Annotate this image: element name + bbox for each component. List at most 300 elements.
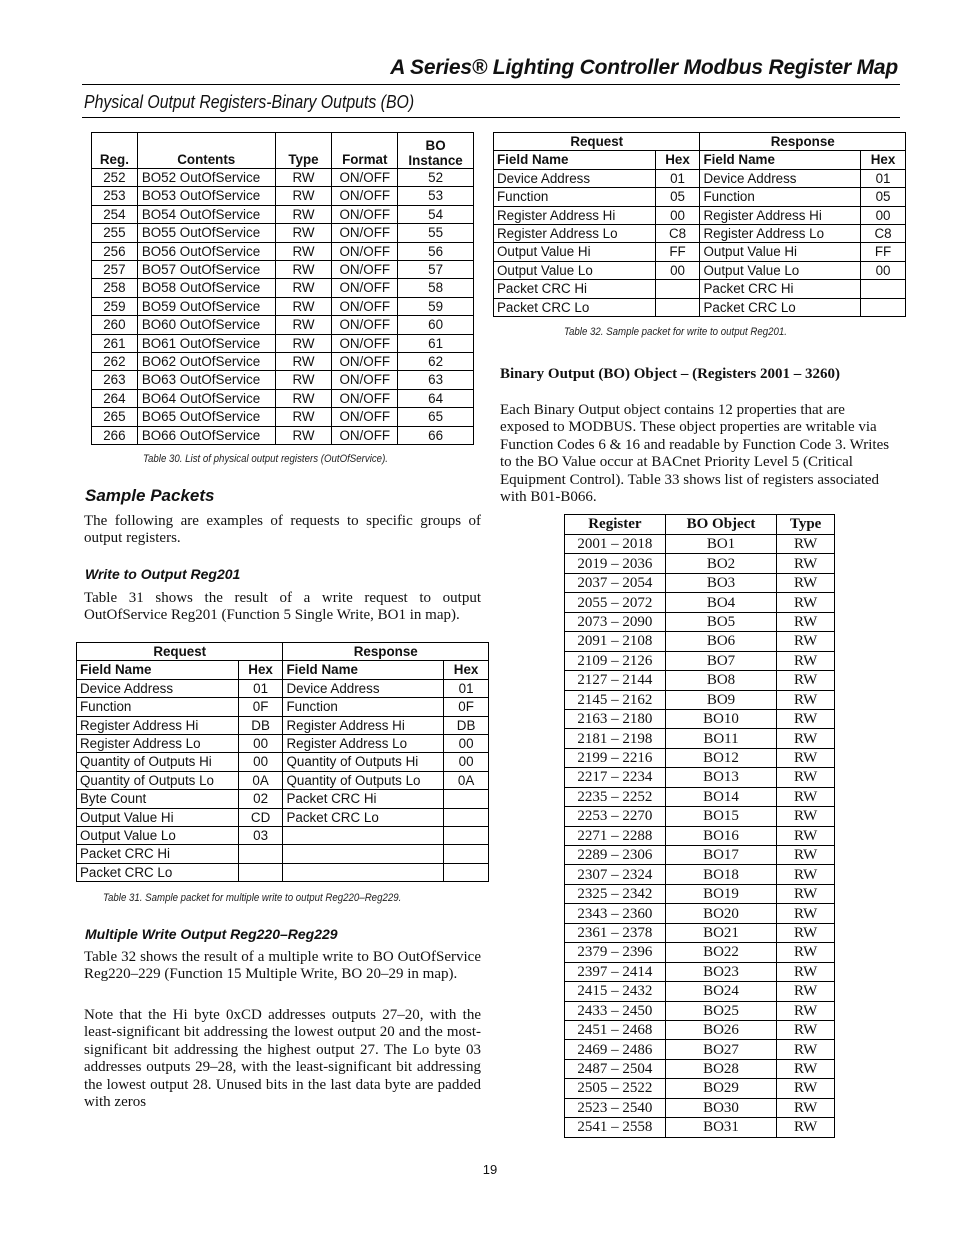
table-row (494, 206, 906, 224)
table-row (77, 771, 489, 789)
table-cell: 2523 – 2540 (565, 1098, 666, 1117)
request-header: Request (77, 643, 283, 661)
request-header: Request (494, 133, 700, 151)
table-cell: BO8 (665, 671, 777, 690)
table-cell: RW (777, 846, 835, 865)
col-header-field-name: Field Name (77, 661, 239, 679)
table-cell: 2055 – 2072 (565, 593, 666, 612)
response-header: Response (700, 133, 906, 151)
table-row (92, 279, 474, 297)
table-row (77, 716, 489, 734)
table-cell (283, 863, 444, 881)
table-cell: Register Address Hi (77, 716, 239, 734)
table-cell: BO15 (665, 807, 777, 826)
table-cell: RW (275, 389, 332, 407)
table-cell: BO31 (665, 1118, 777, 1137)
table-cell: 01 (444, 679, 489, 697)
table-cell: C8 (861, 225, 906, 243)
table-cell: C8 (655, 225, 700, 243)
table-cell: 00 (238, 735, 283, 753)
table-row (565, 671, 835, 690)
table-row (565, 612, 835, 631)
table-row (565, 1098, 835, 1117)
table-cell: Packet CRC Lo (700, 298, 861, 316)
table-cell: RW (777, 573, 835, 592)
table-cell: Packet CRC Lo (494, 298, 656, 316)
table-cell: 64 (398, 389, 474, 407)
table-row (92, 205, 474, 223)
table-cell: 00 (655, 261, 700, 279)
table-cell: RW (275, 371, 332, 389)
table-cell (444, 845, 489, 863)
table-row (565, 943, 835, 962)
table-cell: ON/OFF (332, 261, 398, 279)
table-cell: RW (275, 224, 332, 242)
table-cell: ON/OFF (332, 187, 398, 205)
table-cell (444, 808, 489, 826)
table-row (565, 1020, 835, 1039)
table-cell: 252 (92, 169, 138, 187)
table-cell: 254 (92, 205, 138, 223)
table-cell: 255 (92, 224, 138, 242)
table-cell: BO57 OutOfService (137, 261, 275, 279)
table-header-row (494, 151, 906, 169)
table-row (565, 690, 835, 709)
table-cell: BO6 (665, 632, 777, 651)
table-cell: BO20 (665, 904, 777, 923)
table-cell: 2145 – 2162 (565, 690, 666, 709)
table-row (92, 261, 474, 279)
table-cell: BO3 (665, 573, 777, 592)
table-row (565, 768, 835, 787)
section-subtitle: Physical Output Registers-Binary Outputs (BO) (84, 92, 415, 112)
table-cell: DB (444, 716, 489, 734)
col-header-hex: Hex (655, 151, 700, 169)
table-cell: 266 (92, 426, 138, 444)
table-row (92, 371, 474, 389)
table-31-multiple-write-packet (76, 642, 489, 882)
table-cell: RW (275, 353, 332, 371)
table-cell: 61 (398, 334, 474, 352)
table-row (494, 169, 906, 187)
table-cell: 52 (398, 169, 474, 187)
table-cell: 01 (655, 169, 700, 187)
table-31-caption: Table 31. Sample packet for multiple write to output Reg220–Reg229. (103, 892, 402, 904)
table-cell (238, 845, 283, 863)
col-header-format: Format (332, 133, 398, 169)
table-cell: BO54 OutOfService (137, 205, 275, 223)
table-cell: DB (238, 716, 283, 734)
table-cell: 2361 – 2378 (565, 923, 666, 942)
table-cell: BO9 (665, 690, 777, 709)
table-cell: ON/OFF (332, 297, 398, 315)
table-cell: RW (275, 408, 332, 426)
col-header-hex: Hex (861, 151, 906, 169)
table-cell: Device Address (77, 679, 239, 697)
table-cell: RW (275, 261, 332, 279)
table-cell: ON/OFF (332, 371, 398, 389)
subtitle-divider (82, 117, 900, 118)
table-cell (655, 298, 700, 316)
table-cell: 259 (92, 297, 138, 315)
table-cell: 2343 – 2360 (565, 904, 666, 923)
table-cell: 65 (398, 408, 474, 426)
table-cell: Output Value Hi (494, 243, 656, 261)
table-cell: 2073 – 2090 (565, 612, 666, 631)
col-header-field-name: Field Name (700, 151, 861, 169)
table-cell: 2325 – 2342 (565, 884, 666, 903)
table-cell: Quantity of Outputs Lo (283, 771, 444, 789)
table-cell: BO1 (665, 535, 777, 554)
table-cell: BO59 OutOfService (137, 297, 275, 315)
table-cell: Device Address (700, 169, 861, 187)
bo-object-text: Each Binary Output object contains 12 properties that are exposed to MODBUS. These object properties are writable via Function Codes 6 & 16 and readable by Function Code 3. Writes to the BO Value occur at BACnet Priority Level 5 (Critical Equipment Control). Table 33 shows list of registers associated with B01-B066. (500, 402, 890, 506)
table-cell: 02 (238, 790, 283, 808)
table-cell: 257 (92, 261, 138, 279)
table-cell: BO52 OutOfService (137, 169, 275, 187)
table-cell: RW (777, 904, 835, 923)
table-row (77, 735, 489, 753)
write-reg201-text: Table 31 shows the result of a write request to output OutOfService Reg201 (Function 5 Single Write, BO1 in map). (84, 590, 481, 624)
table-cell: 2307 – 2324 (565, 865, 666, 884)
table-row (565, 826, 835, 845)
table-cell: 58 (398, 279, 474, 297)
multi-write-text-2: Note that the Hi byte 0xCD addresses outputs 27–20, with the least-significant bit addressing the lowest output 20 and the most-significant bit addressing the highest output 27. The Lo byte 03 addresses outputs 29–28, with the least-significant bit addressing the lowest output 28. Unused bits in the last data byte are padded with zeros (84, 1007, 481, 1111)
table-cell: 2505 – 2522 (565, 1079, 666, 1098)
table-cell: 2271 – 2288 (565, 826, 666, 845)
table-cell: BO13 (665, 768, 777, 787)
table-33-bo-object-registers (564, 514, 835, 1138)
table-cell: Packet CRC Hi (77, 845, 239, 863)
table-cell: RW (777, 1001, 835, 1020)
table-row (92, 297, 474, 315)
table-row (565, 846, 835, 865)
table-cell: RW (777, 943, 835, 962)
table-cell: RW (777, 709, 835, 728)
col-header-register: Register (565, 515, 666, 535)
table-cell: 265 (92, 408, 138, 426)
table-cell: BO10 (665, 709, 777, 728)
table-cell: 00 (444, 753, 489, 771)
table-32-caption: Table 32. Sample packet for write to output Reg201. (564, 326, 787, 338)
table-cell: Function (77, 698, 239, 716)
table-cell: BO12 (665, 748, 777, 767)
table-cell: 60 (398, 316, 474, 334)
table-row (77, 698, 489, 716)
table-cell: Function (494, 188, 656, 206)
table-cell: Register Address Lo (494, 225, 656, 243)
table-cell: 2487 – 2504 (565, 1059, 666, 1078)
table-cell: 2127 – 2144 (565, 671, 666, 690)
table-cell (861, 298, 906, 316)
sample-packets-intro: The following are examples of requests to specific groups of output registers. (84, 513, 481, 547)
table-cell: BO53 OutOfService (137, 187, 275, 205)
table-cell: 2037 – 2054 (565, 573, 666, 592)
table-cell: 2289 – 2306 (565, 846, 666, 865)
table-row (565, 982, 835, 1001)
table-30-caption: Table 30. List of physical output registers (OutOfService). (143, 453, 388, 465)
page-title: A Series® Lighting Controller Modbus Register Map (390, 56, 898, 79)
table-cell: 00 (861, 206, 906, 224)
table-cell: BO21 (665, 923, 777, 942)
multi-write-heading: Multiple Write Output Reg220–Reg229 (85, 926, 338, 942)
table-cell: RW (777, 632, 835, 651)
table-cell: Packet CRC Hi (494, 280, 656, 298)
table-cell (444, 863, 489, 881)
table-cell: RW (777, 748, 835, 767)
table-cell: ON/OFF (332, 242, 398, 260)
table-row (92, 408, 474, 426)
table-cell: 55 (398, 224, 474, 242)
table-row (494, 243, 906, 261)
table-cell: BO24 (665, 982, 777, 1001)
table-row (92, 187, 474, 205)
table-cell: 2469 – 2486 (565, 1040, 666, 1059)
table-cell: RW (777, 535, 835, 554)
table-row (77, 753, 489, 771)
col-header-bo-instance: BO Instance (398, 133, 474, 169)
table-row (77, 863, 489, 881)
table-cell: BO29 (665, 1079, 777, 1098)
table-row (565, 593, 835, 612)
table-cell: Output Value Hi (77, 808, 239, 826)
table-cell: Packet CRC Hi (700, 280, 861, 298)
table-cell: RW (777, 690, 835, 709)
table-header-row (92, 133, 474, 169)
table-cell: BO62 OutOfService (137, 353, 275, 371)
table-cell: RW (777, 671, 835, 690)
table-row (565, 651, 835, 670)
table-cell: BO26 (665, 1020, 777, 1039)
table-cell: BO55 OutOfService (137, 224, 275, 242)
table-cell: RW (275, 205, 332, 223)
table-cell: BO5 (665, 612, 777, 631)
table-cell: RW (777, 1118, 835, 1137)
table-row (92, 169, 474, 187)
table-cell: BO56 OutOfService (137, 242, 275, 260)
table-cell: BO65 OutOfService (137, 408, 275, 426)
table-cell: 0F (238, 698, 283, 716)
table-row (77, 827, 489, 845)
table-cell: 66 (398, 426, 474, 444)
table-cell: RW (777, 962, 835, 981)
table-cell: RW (777, 884, 835, 903)
table-cell: 00 (444, 735, 489, 753)
table-row (92, 316, 474, 334)
table-cell (655, 280, 700, 298)
table-cell: BO16 (665, 826, 777, 845)
table-cell: RW (777, 554, 835, 573)
table-cell: RW (777, 982, 835, 1001)
table-cell: BO2 (665, 554, 777, 573)
table-cell: 2001 – 2018 (565, 535, 666, 554)
table-row (92, 242, 474, 260)
table-cell: 2217 – 2234 (565, 768, 666, 787)
table-cell: 00 (238, 753, 283, 771)
table-row (565, 962, 835, 981)
table-cell: 00 (655, 206, 700, 224)
col-header-field-name: Field Name (283, 661, 444, 679)
table-cell: 0F (444, 698, 489, 716)
table-cell: 2199 – 2216 (565, 748, 666, 767)
table-row (565, 632, 835, 651)
table-cell: RW (777, 1040, 835, 1059)
table-row (565, 1059, 835, 1078)
table-cell: RW (777, 593, 835, 612)
table-cell: 01 (861, 169, 906, 187)
table-cell: 261 (92, 334, 138, 352)
table-cell: ON/OFF (332, 353, 398, 371)
table-row (494, 298, 906, 316)
table-cell: 262 (92, 353, 138, 371)
table-cell: 2433 – 2450 (565, 1001, 666, 1020)
table-cell: RW (777, 807, 835, 826)
col-header-hex: Hex (238, 661, 283, 679)
table-cell: RW (777, 612, 835, 631)
col-header-bo-object: BO Object (665, 515, 777, 535)
table-cell: Device Address (494, 169, 656, 187)
table-cell: BO23 (665, 962, 777, 981)
table-cell: RW (777, 787, 835, 806)
table-cell: RW (275, 316, 332, 334)
table-cell: 03 (238, 827, 283, 845)
multi-write-text-1: Table 32 shows the result of a multiple write to BO OutOfService Reg220–229 (Function 15 Multiple Write, BO 20–29 in map). (84, 949, 481, 983)
table-cell (283, 827, 444, 845)
table-cell: BO58 OutOfService (137, 279, 275, 297)
table-cell: 260 (92, 316, 138, 334)
table-cell: RW (275, 426, 332, 444)
table-cell: ON/OFF (332, 279, 398, 297)
table-cell: BO14 (665, 787, 777, 806)
table-cell: ON/OFF (332, 389, 398, 407)
table-cell: 253 (92, 187, 138, 205)
table-cell: RW (275, 187, 332, 205)
table-header-row (77, 661, 489, 679)
table-cell: ON/OFF (332, 169, 398, 187)
table-cell: BO7 (665, 651, 777, 670)
table-cell: RW (275, 242, 332, 260)
table-row (565, 1001, 835, 1020)
table-cell: RW (777, 1079, 835, 1098)
table-row (565, 554, 835, 573)
table-row (565, 535, 835, 554)
bo-object-heading: Binary Output (BO) Object – (Registers 2001 – 3260) (500, 366, 840, 382)
page-number: 19 (482, 1162, 498, 1177)
table-cell: CD (238, 808, 283, 826)
table-cell: Packet CRC Lo (77, 863, 239, 881)
table-cell: Quantity of Outputs Hi (77, 753, 239, 771)
table-group-header-row (494, 133, 906, 151)
col-header-contents: Contents (137, 133, 275, 169)
table-cell: RW (275, 334, 332, 352)
table-row (565, 787, 835, 806)
table-row (565, 865, 835, 884)
table-cell: 0A (238, 771, 283, 789)
table-row (565, 904, 835, 923)
col-header-reg: Reg. (92, 133, 138, 169)
table-row (565, 1118, 835, 1137)
table-cell: 62 (398, 353, 474, 371)
table-cell: RW (275, 279, 332, 297)
table-cell: RW (777, 768, 835, 787)
table-cell (444, 827, 489, 845)
table-cell: RW (777, 865, 835, 884)
table-cell: 63 (398, 371, 474, 389)
table-cell: FF (861, 243, 906, 261)
table-cell: 0A (444, 771, 489, 789)
table-cell: 2091 – 2108 (565, 632, 666, 651)
table-cell: 05 (861, 188, 906, 206)
table-cell: 264 (92, 389, 138, 407)
table-cell: ON/OFF (332, 205, 398, 223)
table-cell: ON/OFF (332, 334, 398, 352)
table-row (494, 280, 906, 298)
table-cell: 56 (398, 242, 474, 260)
table-cell: Packet CRC Lo (283, 808, 444, 826)
table-cell: RW (777, 826, 835, 845)
col-header-type: Type (777, 515, 835, 535)
table-cell (238, 863, 283, 881)
table-header-row (565, 515, 835, 535)
table-row (494, 225, 906, 243)
table-cell: RW (777, 729, 835, 748)
table-cell (444, 790, 489, 808)
table-30-outofservice-registers (91, 132, 474, 445)
table-cell: 2163 – 2180 (565, 709, 666, 728)
table-cell: Register Address Lo (283, 735, 444, 753)
table-row (77, 790, 489, 808)
table-cell: 59 (398, 297, 474, 315)
table-cell: Byte Count (77, 790, 239, 808)
table-cell: Register Address Hi (700, 206, 861, 224)
table-row (92, 334, 474, 352)
table-cell: BO30 (665, 1098, 777, 1117)
table-cell (283, 845, 444, 863)
table-cell: RW (777, 1098, 835, 1117)
table-cell: 2109 – 2126 (565, 651, 666, 670)
table-row (92, 426, 474, 444)
table-cell: Device Address (283, 679, 444, 697)
table-row (565, 807, 835, 826)
table-32-single-write-packet (493, 132, 906, 317)
table-cell: RW (275, 169, 332, 187)
table-row (565, 1040, 835, 1059)
table-cell: 2235 – 2252 (565, 787, 666, 806)
table-group-header-row (77, 643, 489, 661)
table-cell: BO60 OutOfService (137, 316, 275, 334)
table-cell: RW (777, 923, 835, 942)
table-row (92, 224, 474, 242)
table-cell: BO18 (665, 865, 777, 884)
table-cell: BO27 (665, 1040, 777, 1059)
table-row (565, 1079, 835, 1098)
table-cell: Quantity of Outputs Lo (77, 771, 239, 789)
table-cell: BO61 OutOfService (137, 334, 275, 352)
table-cell (861, 280, 906, 298)
table-row (92, 389, 474, 407)
table-row (565, 573, 835, 592)
table-cell: 2181 – 2198 (565, 729, 666, 748)
table-row (494, 261, 906, 279)
table-cell: 256 (92, 242, 138, 260)
table-cell: Function (700, 188, 861, 206)
table-cell: BO22 (665, 943, 777, 962)
table-cell: 01 (238, 679, 283, 697)
table-cell: 258 (92, 279, 138, 297)
table-cell: BO28 (665, 1059, 777, 1078)
table-cell: Output Value Lo (494, 261, 656, 279)
table-cell: BO19 (665, 884, 777, 903)
